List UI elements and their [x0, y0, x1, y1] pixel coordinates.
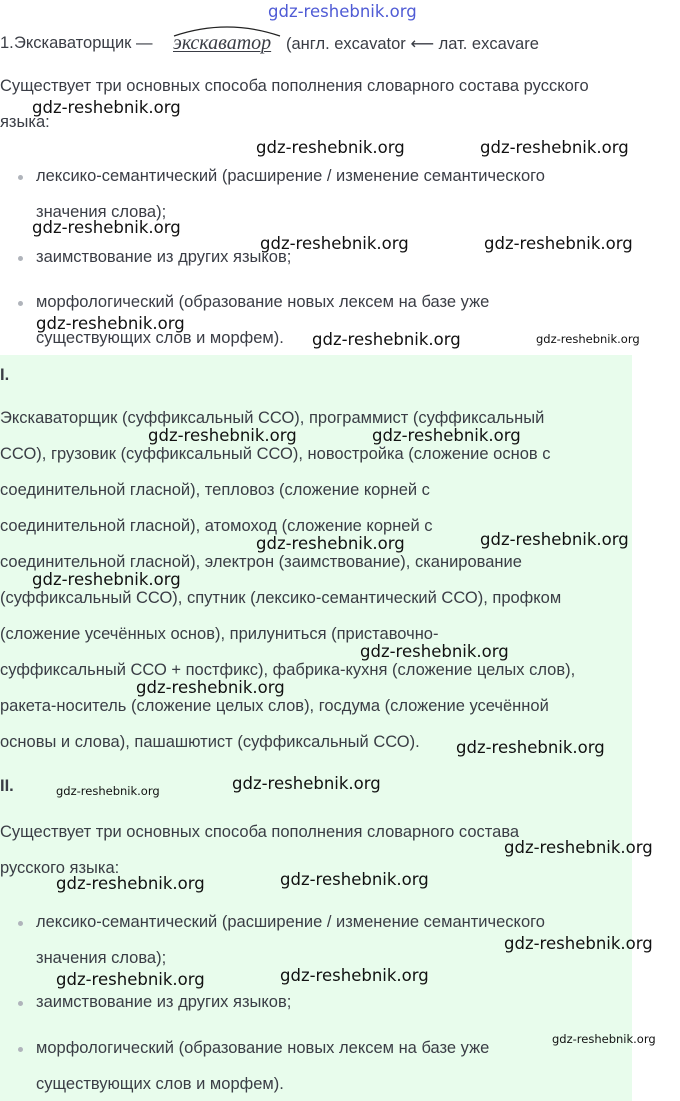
watermark-text: gdz-reshebnik.org: [552, 1032, 656, 1046]
list-item-line: морфологический (образование новых лексем на базе уже: [36, 1039, 490, 1057]
section2-para-line: Существует три основных способа пополнения словарного состава: [0, 823, 520, 841]
list-item-line: заимствование из других языков;: [36, 993, 292, 1011]
watermark-text: gdz-reshebnik.org: [56, 970, 205, 989]
watermark-text: gdz-reshebnik.org: [504, 934, 653, 953]
watermark-text: gdz-reshebnik.org: [32, 98, 181, 117]
intro-number: 1.: [0, 34, 14, 52]
list-item-line: существующих слов и морфем).: [36, 1075, 284, 1093]
list-item-line: лексико-семантический (расширение / изменение семантического: [36, 167, 545, 185]
watermark-text: gdz-reshebnik.org: [372, 426, 521, 445]
watermark-text: gdz-reshebnik.org: [480, 530, 629, 549]
watermark-text: gdz-reshebnik.org: [256, 534, 405, 553]
watermark-text: gdz-reshebnik.org: [480, 138, 629, 157]
watermark-text: gdz-reshebnik.org: [360, 642, 509, 661]
section2-para-line: русского языка:: [0, 859, 120, 877]
bullet-icon: [18, 175, 23, 180]
watermark-text: gdz-reshebnik.org: [232, 774, 381, 793]
list-item-line: значения слова);: [36, 949, 167, 967]
section1-line: основы и слова), пашашютист (суффиксальный ССО).: [0, 733, 420, 751]
watermark-text: gdz-reshebnik.org: [260, 234, 409, 253]
section1-line: (сложение усечённых основ), прилуниться (приставочно-: [0, 625, 439, 643]
top-para-line: Существует три основных способа пополнения словарного состава русского: [0, 77, 589, 95]
answer-block: [0, 355, 632, 1101]
watermark-text: gdz-reshebnik.org: [268, 2, 417, 21]
section1-line: соединительной гласной), тепловоз (сложение корней с: [0, 481, 430, 499]
watermark-text: gdz-reshebnik.org: [136, 678, 285, 697]
watermark-text: gdz-reshebnik.org: [256, 138, 405, 157]
section-heading-1: I.: [0, 366, 10, 384]
intro-word: Экскаваторщик —: [14, 34, 153, 52]
section1-line: ракета-носитель (сложение целых слов), госдума (сложение усечённой: [0, 697, 549, 715]
watermark-text: gdz-reshebnik.org: [32, 570, 181, 589]
bullet-icon: [18, 1047, 23, 1052]
watermark-text: gdz-reshebnik.org: [56, 784, 160, 798]
watermark-text: gdz-reshebnik.org: [36, 314, 185, 333]
bullet-icon: [18, 921, 23, 926]
section1-line: ССО), грузовик (суффиксальный ССО), новостройка (сложение основ с: [0, 445, 551, 463]
section1-line: Экскаваторщик (суффиксальный ССО), программист (суффиксальный: [0, 409, 545, 427]
section1-line: (суффиксальный ССО), спутник (лексико-семантический ССО), профком: [0, 589, 562, 607]
list-item-line: значения слова);: [36, 203, 167, 221]
watermark-text: gdz-reshebnik.org: [148, 426, 297, 445]
root-arc-mark: [172, 24, 282, 38]
watermark-text: gdz-reshebnik.org: [456, 738, 605, 757]
section-heading-2: II.: [0, 777, 14, 795]
watermark-text: gdz-reshebnik.org: [484, 234, 633, 253]
watermark-text: gdz-reshebnik.org: [536, 332, 640, 346]
watermark-text: gdz-reshebnik.org: [280, 870, 429, 889]
top-para-line: языка:: [0, 113, 50, 131]
watermark-text: gdz-reshebnik.org: [312, 330, 461, 349]
intro-etymology: (англ. excavator ⟵ лат. excavare: [286, 35, 539, 53]
list-item-line: лексико-семантический (расширение / изменение семантического: [36, 913, 545, 931]
watermark-text: gdz-reshebnik.org: [32, 218, 181, 237]
section1-line: соединительной гласной), атомоход (сложение корней с: [0, 517, 433, 535]
bullet-icon: [18, 1001, 23, 1006]
morpheme-word: экскаватор: [173, 32, 272, 54]
section1-line: соединительной гласной), электрон (заимствование), сканирование: [0, 553, 522, 571]
watermark-text: gdz-reshebnik.org: [504, 838, 653, 857]
section1-line: суффиксальный ССО + постфикс), фабрика-кухня (сложение целых слов),: [0, 661, 576, 679]
list-item-line: морфологический (образование новых лексем на базе уже: [36, 293, 490, 311]
bullet-icon: [18, 301, 23, 306]
bullet-icon: [18, 256, 23, 261]
list-item-line: заимствование из других языков;: [36, 248, 292, 266]
watermark-text: gdz-reshebnik.org: [56, 874, 205, 893]
list-item-line: существующих слов и морфем).: [36, 329, 284, 347]
watermark-text: gdz-reshebnik.org: [280, 966, 429, 985]
